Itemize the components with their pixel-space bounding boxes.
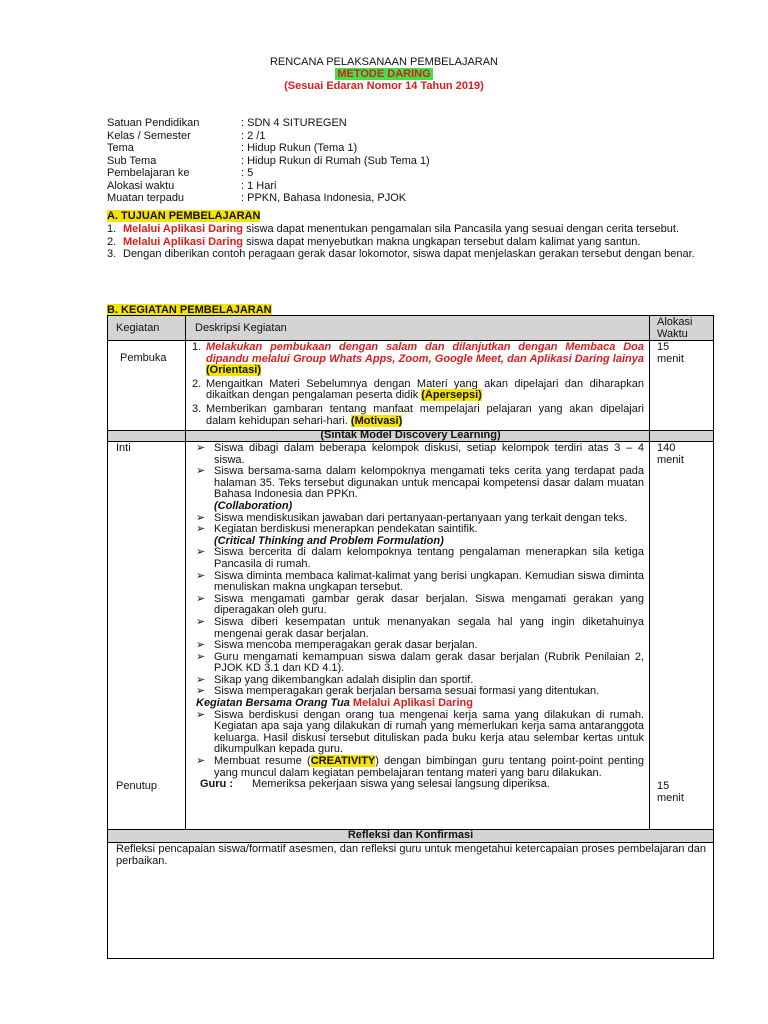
identity-label: Pembelajaran ke (107, 167, 190, 179)
identity-value: : Hidup Rukun di Rumah (Sub Tema 1) (241, 154, 430, 167)
inti-bullet: ➢ Kegiatan berdiskusi menerapkan pendekatan saintifik. (Critical Thinking and Problem Formulation) (196, 523, 478, 547)
tujuan-item: 2. Melalui Aplikasi Daring siswa dapat menyebutkan makna ungkapan tersebut dalam kalimat yang santun. (107, 235, 641, 248)
inti-bullet: ➢ Siswa dibagi dalam beberapa kelompok diskusi, setiap kelompok terdiri atas 3 – 4 siswa. (196, 442, 644, 466)
identity-row (107, 117, 430, 130)
col-header-deskripsi: Deskripsi Kegiatan (195, 322, 287, 334)
identity-label: Tema (107, 142, 134, 154)
method-label (0, 68, 768, 80)
identity-value: : SDN 4 SITUREGEN (241, 117, 347, 129)
sintak-heading: (Sintak Model Discovery Learning) (320, 429, 501, 441)
inti-list (194, 443, 644, 791)
inti-bullet: ➢ Siswa mencoba memperagakan gerak dasar berjalan. (196, 639, 478, 652)
inti-bullet: ➢ Siswa diminta membaca kalimat-kalimat yang berisi ungkapan. Kemudian siswa diminta menuliskan makna ungkapan tersebut. (196, 569, 644, 594)
identity-label: Kelas / Semester (107, 129, 191, 142)
identity-label: Alokasi waktu (107, 179, 175, 192)
section-a-heading: A. TUJUAN PEMBELAJARAN (107, 210, 261, 222)
inti-bullet: ➢ Sikap yang dikembangkan adalah disiplin dan sportif. (196, 673, 474, 686)
section-b-heading: B. KEGIATAN PEMBELAJARAN (107, 304, 272, 316)
method-highlight: METODE DARING (337, 68, 431, 80)
col-header-alokasi: Alokasi Waktu (657, 316, 693, 340)
refleksi-heading: Refleksi dan Konfirmasi (347, 829, 474, 841)
pembuka-list (190, 342, 644, 427)
identity-label: Sub Tema (107, 154, 157, 167)
pembuka-label: Pembuka (120, 352, 167, 364)
col-divider (185, 316, 186, 829)
identity-value: : 2 /1 (241, 129, 266, 142)
inti-bullet: ➢ Siswa bercerita di dalam kelompoknya tentang pengalaman menerapkan sila ketiga Pancasila di rumah. (196, 546, 644, 570)
identity-row (107, 130, 430, 143)
identity-value: : 1 Hari (241, 179, 277, 192)
pembuka-item: 2. Mengaitkan Materi Sebelumnya dengan Materi yang akan dipelajari dan diharapkan dikaitkan dengan pengalaman peserta didik (Apersepsi) (192, 377, 644, 402)
penutup-time: 15 menit (657, 780, 684, 804)
penutup-label: Penutup (116, 780, 157, 792)
guru-line: Guru : Memeriksa pekerjaan siswa yang selesai langsung diperiksa. (200, 778, 550, 791)
pembuka-time: 15 menit (657, 341, 684, 365)
identity-row (107, 155, 430, 168)
kegiatan-table (107, 315, 714, 959)
tujuan-list (107, 223, 715, 261)
identity-value: : 5 (241, 167, 254, 179)
identity-row (107, 180, 430, 193)
penutup-bullet: ➢ Membuat resume (CREATIVITY) dengan bimbingan guru tentang point-point penting yang muncul dalam kegiatan pembelajaran tentang materi yang baru dilakukan. (196, 755, 645, 779)
refleksi-text: Refleksi pencapaian siswa/formatif asesmen, dan refleksi guru untuk mengetahui ketercapaian proses pembelajaran dan perbaikan. (116, 843, 706, 867)
identity-value: : Hidup Rukun (Tema 1) (241, 142, 358, 154)
ortu-bullet: ➢ Siswa berdiskusi dengan orang tua mengenai kerja sama yang dilakukan di rumah. Kegiatan apa saja yang dilakukan di rumah yang memerlukan kerja sama antaranggota keluarga. Hasil diskusi tersebut dituliskan pada buku kerja atau selembar kertas untuk dikumpulkan kepada guru. (196, 708, 644, 756)
identity-row (107, 192, 430, 205)
col-header-kegiatan: Kegiatan (116, 322, 160, 334)
inti-bullet: ➢ Guru mengamati kemampuan siswa dalam gerak dasar berjalan (Rubrik Penilaian 2, PJOK KD 3.1 dan KD 4.1). (196, 650, 644, 675)
pembuka-item: 3. Memberikan gambaran tentang manfaat mempelajari pelajaran yang akan dipelajari dalam kehidupan sehari-hari. (Motivasi) (192, 402, 644, 427)
identity-label: Muatan terpadu (107, 192, 185, 204)
document-title: RENCANA PELAKSANAAN PEMBELAJARAN (269, 56, 499, 68)
identity-label: Satuan Pendidikan (107, 117, 200, 129)
tujuan-item: 3. Dengan diberikan contoh peragaan gerak dasar lokomotor, siswa dapat menjelaskan gerakan tersebut dengan benar. (107, 248, 695, 260)
identity-value: : PPKN, Bahasa Indonesia, PJOK (241, 192, 407, 204)
inti-label: Inti (116, 442, 131, 454)
identity-row (107, 142, 430, 155)
document-subtitle: (Sesuai Edaran Nomor 14 Tahun 2019) (284, 80, 484, 92)
identity-row (107, 167, 430, 180)
tujuan-item: 1. Melalui Aplikasi Daring siswa dapat menentukan pengamalan sila Pancasila yang sesuai dengan cerita tersebut. (107, 223, 680, 235)
ortu-heading: Kegiatan Bersama Orang Tua Melalui Aplikasi Daring (196, 697, 473, 710)
identity-block (107, 117, 430, 205)
inti-time: 140 menit (657, 442, 684, 466)
inti-bullet: ➢ Siswa mendiskusikan jawaban dari pertanyaan-pertanyaan yang terkait dengan teks. (196, 511, 628, 524)
inti-bullet: ➢ Siswa mengamati gambar gerak dasar berjalan. Siswa mengamati gerakan yang diperagakan oleh guru. (196, 592, 644, 617)
inti-bullet: ➢ Siswa bersama-sama dalam kelompoknya mengamati teks cerita yang terdapat pada halaman 35. Teks tersebut digunakan untuk mencapai kompetensi dasar dalam muatan Bahasa Indonesia dan PPKn. (Collaboration) (196, 465, 644, 512)
inti-bullet: ➢ Siswa diberi kesempatan untuk menanyakan segala hal yang ingin diketahuinya mengenai gerak dasar berjalan. (196, 615, 644, 640)
pembuka-item: 1. Melakukan pembukaan dengan salam dan dilanjutkan dengan Membaca Doa dipandu melalui Group Whats Apps, Zoom, Google Meet, dan Aplikasi Daring lainya (Orientasi) (192, 341, 644, 377)
inti-bullet: ➢ Siswa memperagakan gerak berjalan bersama sesuai formasi yang ditentukan. (196, 685, 600, 698)
col-divider (649, 316, 650, 829)
